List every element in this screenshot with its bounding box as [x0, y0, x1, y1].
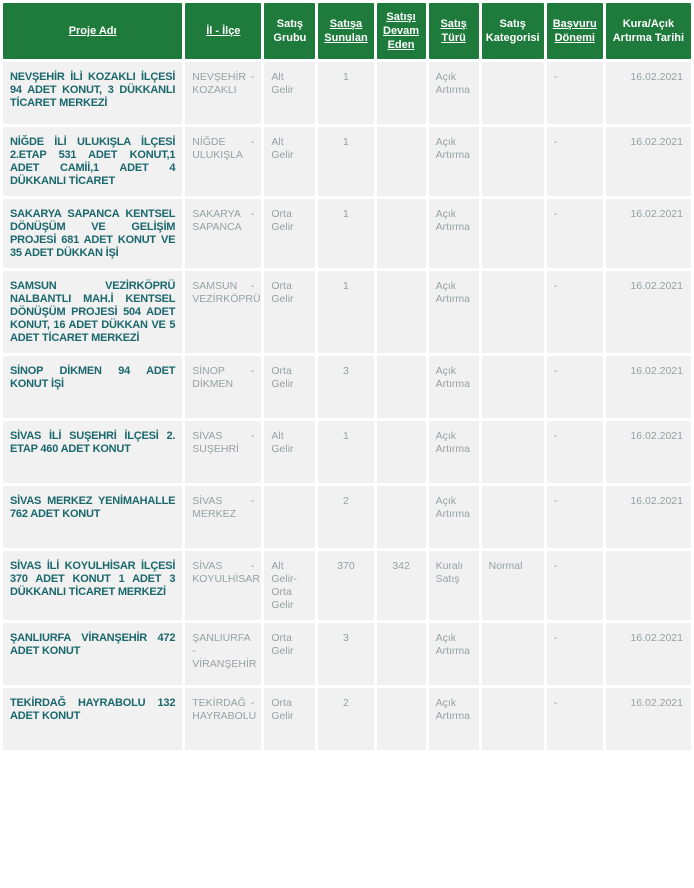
cell-sale_type: Açık Artırma — [429, 486, 479, 548]
cell-category — [482, 421, 544, 483]
cell-auction_date: 16.02.2021 — [606, 271, 691, 353]
project-link[interactable]: SAMSUN VEZİRKÖPRÜ NALBANTLI MAH.İ KENTSEL DÖNÜŞÜM PROJESİ 504 ADET KONUT, 16 ADET DÜKKAN VE 5 ADET TİCARET MERKEZİ — [10, 280, 176, 344]
cell-category — [482, 623, 544, 685]
cell-offered: 3 — [318, 623, 373, 685]
column-header-application_period[interactable] — [547, 3, 603, 59]
sort-link-offered[interactable]: Satışa Sunulan — [324, 18, 368, 44]
cell-sales_group: Alt Gelir — [264, 62, 315, 124]
cell-sales_group: Orta Gelir — [264, 199, 315, 268]
cell-category — [482, 127, 544, 196]
cell-sales_group: Alt Gelir-Orta Gelir — [264, 551, 315, 620]
cell-auction_date: 16.02.2021 — [606, 127, 691, 196]
cell-project — [3, 623, 182, 685]
cell-category — [482, 486, 544, 548]
cell-sale_type: Açık Artırma — [429, 271, 479, 353]
cell-category — [482, 199, 544, 268]
cell-auction_date — [606, 551, 691, 620]
cell-auction_date: 16.02.2021 — [606, 62, 691, 124]
table-row — [3, 688, 691, 750]
table-header-row — [3, 3, 691, 59]
cell-category — [482, 271, 544, 353]
cell-application_period: - — [547, 421, 603, 483]
project-link[interactable]: TEKİRDAĞ HAYRABOLU 132 ADET KONUT — [10, 697, 176, 722]
project-link[interactable]: SAKARYA SAPANCA KENTSEL DÖNÜŞÜM VE GELİŞİM PROJESİ 681 ADET KONUT VE 35 ADET DÜKKAN İŞİ — [10, 208, 176, 259]
cell-offered: 2 — [318, 486, 373, 548]
cell-auction_date: 16.02.2021 — [606, 623, 691, 685]
column-header-project[interactable] — [3, 3, 182, 59]
project-link[interactable]: ŞANLIURFA VİRANŞEHİR 472 ADET KONUT — [10, 632, 176, 657]
project-link[interactable]: NEVŞEHİR İLİ KOZAKLI İLÇESİ 94 ADET KONUT, 3 DÜKKANLI TİCARET MERKEZİ — [10, 71, 176, 109]
cell-sale_type: Kuralı Satış — [429, 551, 479, 620]
cell-auction_date: 16.02.2021 — [606, 421, 691, 483]
cell-ongoing — [377, 623, 426, 685]
table-row — [3, 551, 691, 620]
cell-sales_group: Orta Gelir — [264, 271, 315, 353]
cell-sales_group — [264, 486, 315, 548]
table-row — [3, 356, 691, 418]
cell-project — [3, 551, 182, 620]
cell-sale_type: Açık Artırma — [429, 688, 479, 750]
column-label-sales_group: Satış Grubu — [273, 18, 307, 44]
cell-category — [482, 688, 544, 750]
cell-location: TEKİRDAĞ - HAYRABOLU — [185, 688, 261, 750]
project-link[interactable]: SİVAS İLİ SUŞEHRİ İLÇESİ 2. ETAP 460 ADET KONUT — [10, 430, 176, 455]
cell-ongoing — [377, 486, 426, 548]
column-header-sales_group — [264, 3, 315, 59]
cell-location: SİVAS - KOYULHİSAR — [185, 551, 261, 620]
cell-category — [482, 62, 544, 124]
cell-offered: 370 — [318, 551, 373, 620]
cell-category: Normal — [482, 551, 544, 620]
cell-auction_date: 16.02.2021 — [606, 356, 691, 418]
cell-location: SİVAS - SUŞEHRİ — [185, 421, 261, 483]
cell-sale_type: Açık Artırma — [429, 356, 479, 418]
table-row — [3, 199, 691, 268]
cell-application_period: - — [547, 356, 603, 418]
cell-sale_type: Açık Artırma — [429, 623, 479, 685]
cell-project — [3, 421, 182, 483]
cell-ongoing — [377, 688, 426, 750]
column-label-auction_date: Kura/Açık Artırma Tarihi — [612, 18, 685, 44]
cell-project — [3, 688, 182, 750]
sort-link-project[interactable]: Proje Adı — [68, 25, 117, 37]
cell-project — [3, 356, 182, 418]
cell-ongoing: 342 — [377, 551, 426, 620]
cell-auction_date: 16.02.2021 — [606, 199, 691, 268]
project-link[interactable]: SİVAS İLİ KOYULHİSAR İLÇESİ 370 ADET KONUT 1 ADET 3 DÜKKANLI TİCARET MERKEZİ — [10, 560, 176, 598]
cell-auction_date: 16.02.2021 — [606, 688, 691, 750]
project-link[interactable]: SİNOP DİKMEN 94 ADET KONUT İŞİ — [10, 365, 176, 390]
project-link[interactable]: SİVAS MERKEZ YENİMAHALLE 762 ADET KONUT — [10, 495, 176, 520]
cell-sales_group: Orta Gelir — [264, 688, 315, 750]
cell-location: NEVŞEHİR - KOZAKLI — [185, 62, 261, 124]
cell-offered: 2 — [318, 688, 373, 750]
cell-application_period: - — [547, 199, 603, 268]
column-header-location[interactable] — [185, 3, 261, 59]
table-row — [3, 62, 691, 124]
sort-link-application_period[interactable]: Başvuru Dönemi — [552, 18, 597, 44]
column-label-category: Satış Kategorisi — [485, 18, 540, 44]
sort-link-sale_type[interactable]: Satış Türü — [440, 18, 467, 44]
cell-sale_type: Açık Artırma — [429, 127, 479, 196]
project-link[interactable]: NİĞDE İLİ ULUKIŞLA İLÇESİ 2.ETAP 531 ADET KONUT,1 ADET CAMİİ,1 ADET 4 DÜKKANLI TİCARET — [10, 136, 176, 187]
table-row — [3, 421, 691, 483]
column-header-ongoing[interactable] — [377, 3, 426, 59]
cell-category — [482, 356, 544, 418]
cell-ongoing — [377, 199, 426, 268]
cell-location: NİĞDE - ULUKIŞLA — [185, 127, 261, 196]
cell-ongoing — [377, 421, 426, 483]
cell-application_period: - — [547, 127, 603, 196]
cell-sales_group: Orta Gelir — [264, 356, 315, 418]
cell-offered: 3 — [318, 356, 373, 418]
cell-offered: 1 — [318, 421, 373, 483]
column-header-category — [482, 3, 544, 59]
cell-application_period: - — [547, 623, 603, 685]
cell-ongoing — [377, 271, 426, 353]
cell-sale_type: Açık Artırma — [429, 421, 479, 483]
table-row — [3, 271, 691, 353]
cell-project — [3, 271, 182, 353]
cell-location: SAMSUN - VEZİRKÖPRÜ — [185, 271, 261, 353]
cell-project — [3, 62, 182, 124]
cell-application_period: - — [547, 62, 603, 124]
table-row — [3, 127, 691, 196]
cell-ongoing — [377, 62, 426, 124]
cell-sales_group: Orta Gelir — [264, 623, 315, 685]
cell-sale_type: Açık Artırma — [429, 62, 479, 124]
cell-offered: 1 — [318, 199, 373, 268]
cell-offered: 1 — [318, 62, 373, 124]
cell-ongoing — [377, 127, 426, 196]
table-row — [3, 623, 691, 685]
sort-link-ongoing[interactable]: Satışı Devam Eden — [383, 11, 420, 51]
cell-auction_date: 16.02.2021 — [606, 486, 691, 548]
sort-link-location[interactable]: İl - İlçe — [206, 25, 241, 37]
cell-offered: 1 — [318, 271, 373, 353]
cell-project — [3, 127, 182, 196]
cell-sales_group: Alt Gelir — [264, 127, 315, 196]
cell-application_period: - — [547, 551, 603, 620]
cell-project — [3, 486, 182, 548]
cell-location: SİNOP - DİKMEN — [185, 356, 261, 418]
cell-ongoing — [377, 356, 426, 418]
cell-location: SİVAS - MERKEZ — [185, 486, 261, 548]
table-row — [3, 486, 691, 548]
cell-application_period: - — [547, 486, 603, 548]
cell-application_period: - — [547, 271, 603, 353]
column-header-auction_date — [606, 3, 691, 59]
cell-sale_type: Açık Artırma — [429, 199, 479, 268]
cell-sales_group: Alt Gelir — [264, 421, 315, 483]
cell-location: ŞANLIURFA - VİRANŞEHİR — [185, 623, 261, 685]
cell-project — [3, 199, 182, 268]
cell-offered: 1 — [318, 127, 373, 196]
cell-location: SAKARYA - SAPANCA — [185, 199, 261, 268]
column-header-offered[interactable] — [318, 3, 373, 59]
column-header-sale_type[interactable] — [429, 3, 479, 59]
cell-application_period: - — [547, 688, 603, 750]
